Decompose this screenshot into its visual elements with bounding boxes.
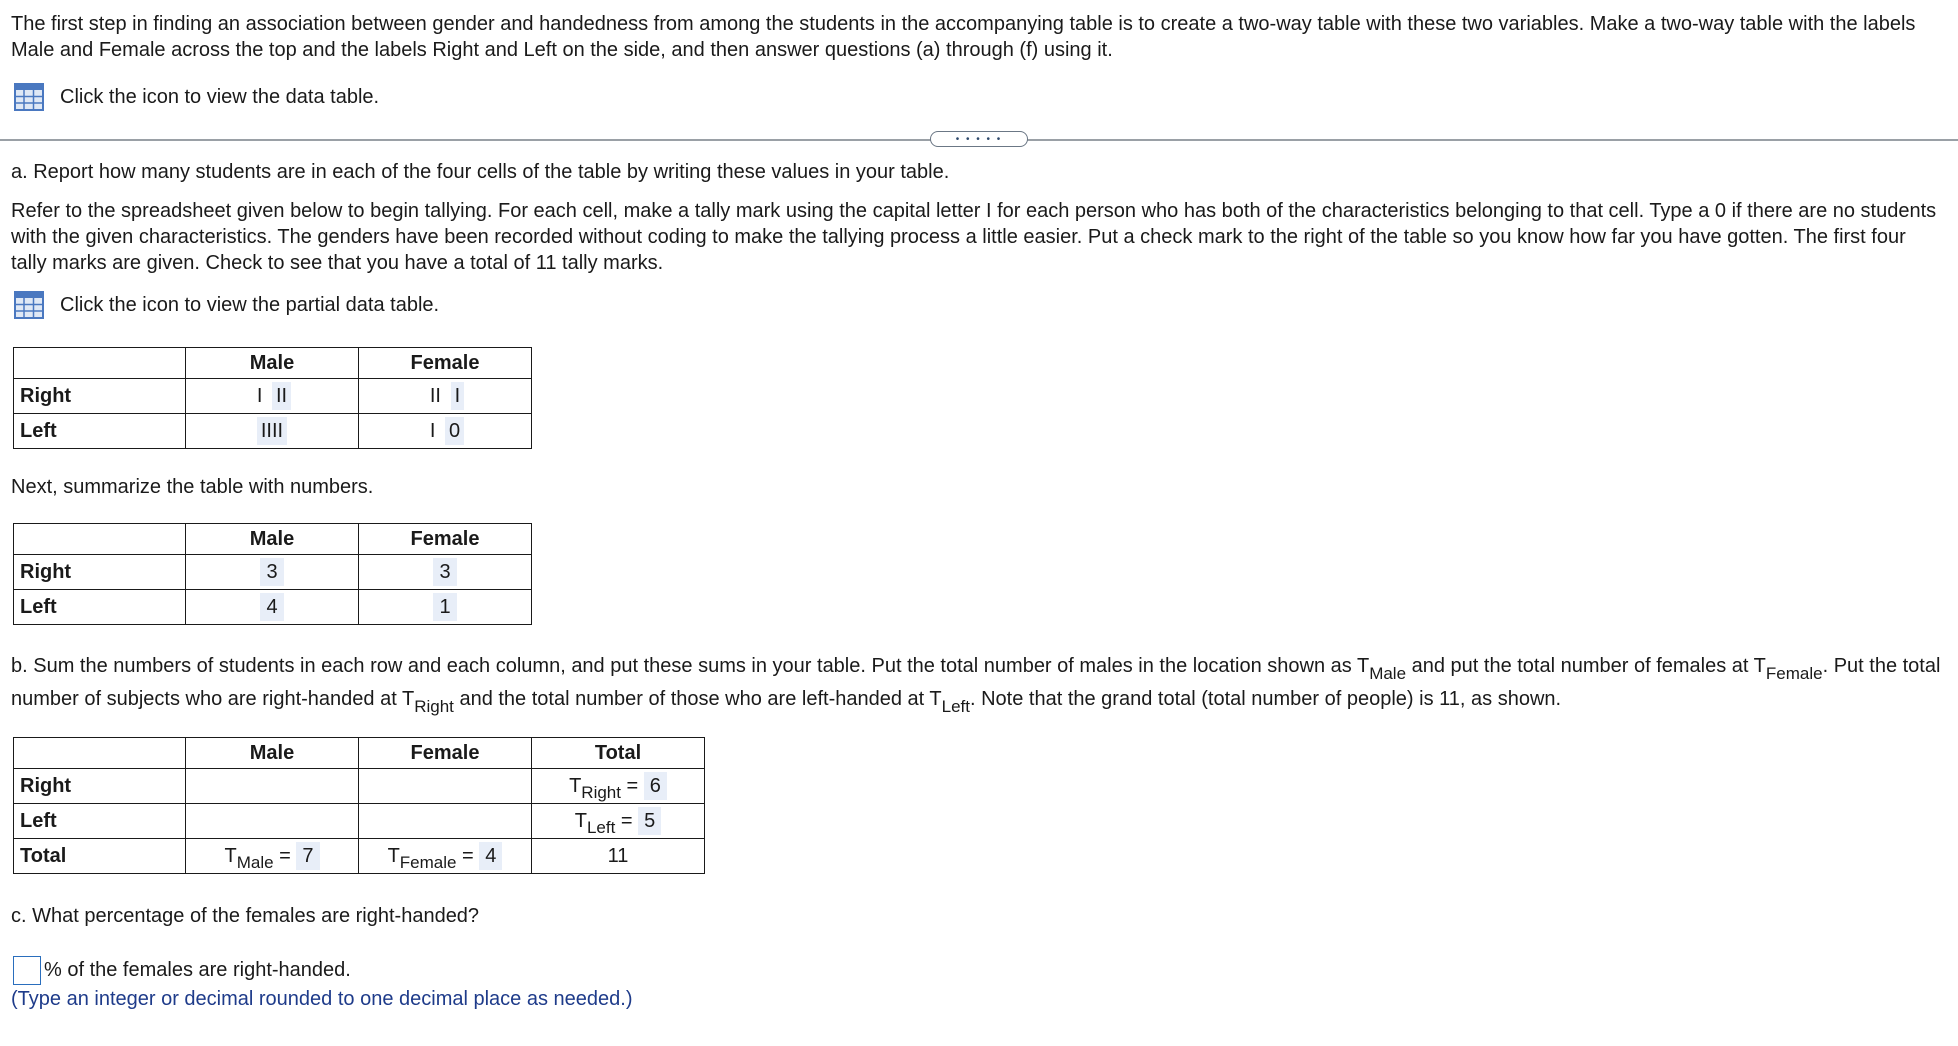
tally-table: [13, 347, 532, 449]
total-subscript: Left: [586, 818, 616, 837]
empty-cell: [186, 769, 359, 804]
part-a-instructions: Refer to the spreadsheet given below to begin tallying. For each cell, make a tally mark using the capital letter I for each person who has both of the characteristics belonging to that cell. Type a 0 if there are no students with the given characteristics. The genders have been recorded without coding to make the tallying process a little easier. Put a check mark to the right of the table so you know how far you have gotten. The first four tally marks are given. Check to see that you have a total of 11 tally marks.: [11, 200, 1937, 274]
given-tally: I: [256, 385, 263, 407]
part-b-question: [11, 650, 1941, 716]
part-b-text: and put the total number of females at T: [1406, 655, 1766, 677]
total-subscript: Male: [236, 853, 274, 872]
count-entry-right-male[interactable]: 3: [260, 558, 283, 586]
row-header-left: Left: [14, 414, 186, 449]
total-male-value[interactable]: 7: [296, 842, 319, 870]
equals-sign: =: [626, 775, 639, 797]
total-right-cell: [532, 769, 705, 804]
total-symbol: T: [569, 775, 582, 797]
subscript-female: Female: [1765, 664, 1823, 683]
total-female-cell: [359, 839, 532, 874]
partial-data-table-link[interactable]: [14, 290, 439, 320]
empty-cell: [186, 804, 359, 839]
total-left-value[interactable]: 5: [638, 807, 661, 835]
row-header-left: Left: [14, 804, 186, 839]
table-grid-icon[interactable]: [14, 291, 44, 319]
tally-cell-right-male: [186, 379, 359, 414]
total-subscript: Right: [581, 783, 621, 802]
total-left-cell: [532, 804, 705, 839]
partial-data-table-link-label[interactable]: Click the icon to view the partial data table.: [60, 293, 440, 316]
tally-entry-right-female[interactable]: I: [451, 382, 465, 410]
subscript-right: Right: [414, 697, 454, 716]
table-row: [14, 590, 532, 625]
subscript-male: Male: [1369, 664, 1407, 683]
count-cell-left-female: [359, 590, 532, 625]
count-cell-right-female: [359, 555, 532, 590]
tally-cell-left-male: [186, 414, 359, 449]
part-b-text: . Put the total number of subjects who are right-handed at T: [11, 655, 1941, 710]
part-b-text: b. Sum the numbers of students in each row and each column, and put these sums in your table. Put the total number of males in the location shown as T: [11, 655, 1370, 677]
corner-cell: [14, 524, 186, 555]
table-row: [14, 769, 705, 804]
tally-entry-left-male[interactable]: IIII: [257, 417, 287, 445]
count-entry-left-female[interactable]: 1: [433, 593, 456, 621]
part-b-text: and the total number of those who are left-handed at T: [453, 688, 942, 710]
tally-cell-left-female: [359, 414, 532, 449]
part-a-question: a. Report how many students are in each of the four cells of the table by writing these values in your table.: [11, 161, 950, 183]
divider-expand-handle[interactable]: • • • • •: [930, 131, 1028, 147]
total-symbol: T: [224, 845, 237, 867]
count-entry-right-female[interactable]: 3: [433, 558, 456, 586]
tally-cell-right-female: [359, 379, 532, 414]
col-header-total: Total: [532, 738, 705, 769]
given-tally: II: [429, 385, 441, 407]
data-table-link[interactable]: [14, 82, 379, 112]
totals-table: [13, 737, 705, 874]
row-header-right: Right: [14, 769, 186, 804]
total-symbol: T: [387, 845, 400, 867]
total-subscript: Female: [399, 853, 457, 872]
given-tally: I: [429, 420, 436, 442]
total-female-value[interactable]: 4: [479, 842, 502, 870]
tally-entry-right-male[interactable]: II: [272, 382, 291, 410]
equals-sign: =: [279, 845, 291, 867]
table-row: [14, 414, 532, 449]
total-right-value[interactable]: 6: [644, 772, 667, 800]
data-table-link-label[interactable]: Click the icon to view the data table.: [60, 85, 380, 108]
summary-prompt: Next, summarize the table with numbers.: [11, 476, 374, 498]
col-header-female: Female: [359, 348, 532, 379]
table-row: [14, 839, 705, 874]
col-header-female: Female: [359, 524, 532, 555]
count-entry-left-male[interactable]: 4: [260, 593, 283, 621]
tally-entry-left-female[interactable]: 0: [445, 417, 464, 445]
table-row: [14, 804, 705, 839]
col-header-male: Male: [186, 524, 359, 555]
row-header-right: Right: [14, 379, 186, 414]
col-header-male: Male: [186, 738, 359, 769]
intro-text: The first step in finding an association between gender and handedness from among the students in the accompanying table is to create a two-way table with these two variables. Make a two-way table with the labels Male and Female across the top and the labels Right and Left on the side, and then answer questions (a) through (f) using it.: [11, 13, 1916, 61]
total-symbol: T: [574, 810, 587, 832]
subscript-left: Left: [941, 697, 970, 716]
row-header-total: Total: [14, 839, 186, 874]
part-c-answer-row: [13, 956, 351, 985]
empty-cell: [359, 769, 532, 804]
equals-sign: =: [620, 810, 633, 832]
part-b-text: . Note that the grand total (total number of people) is 11, as shown.: [969, 688, 1562, 710]
empty-cell: [359, 804, 532, 839]
answer-suffix: % of the females are right-handed.: [44, 959, 351, 981]
percentage-answer-input[interactable]: [13, 956, 41, 985]
part-c-question: c. What percentage of the females are right-handed?: [11, 905, 480, 927]
count-table: [13, 523, 532, 625]
table-row: [14, 379, 532, 414]
col-header-female: Female: [359, 738, 532, 769]
equals-sign: =: [462, 845, 474, 867]
table-grid-icon[interactable]: [14, 83, 44, 111]
count-cell-left-male: [186, 590, 359, 625]
grand-total-cell: 11: [532, 839, 705, 874]
corner-cell: [14, 348, 186, 379]
total-male-cell: [186, 839, 359, 874]
row-header-left: Left: [14, 590, 186, 625]
col-header-male: Male: [186, 348, 359, 379]
answer-hint: (Type an integer or decimal rounded to one decimal place as needed.): [11, 988, 633, 1010]
row-header-right: Right: [14, 555, 186, 590]
corner-cell: [14, 738, 186, 769]
count-cell-right-male: [186, 555, 359, 590]
table-row: [14, 555, 532, 590]
